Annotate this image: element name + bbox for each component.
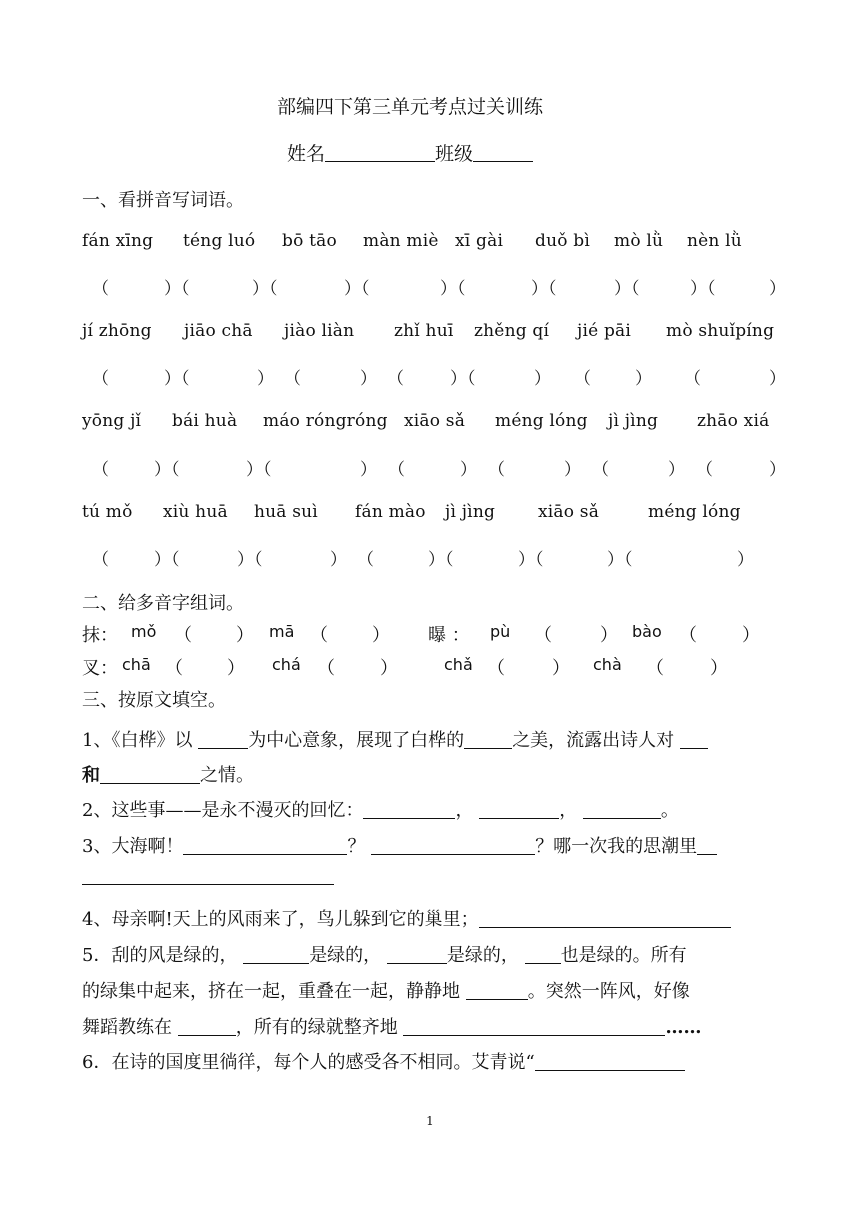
- pinyin-item: jì jìng: [608, 411, 659, 431]
- fill-blank[interactable]: [525, 945, 561, 964]
- question-5-line-1: 5．刮的风是绿的， 是绿的， 是绿的， 也是绿的。所有: [82, 945, 687, 966]
- pinyin-item: xiù huā: [163, 502, 228, 522]
- pinyin-label: mǒ: [131, 622, 157, 641]
- pinyin-item: mò lǜ: [614, 231, 664, 251]
- fill-blank[interactable]: [82, 866, 334, 885]
- pinyin-item: xī gài: [455, 231, 504, 251]
- pinyin-label: bào: [632, 622, 662, 641]
- pinyin-item: yōng jǐ: [82, 411, 142, 431]
- section1-heading: 一、看拼音写词语。: [82, 190, 244, 211]
- question-5-line-3: 舞蹈教练在 ，所有的绿就整齐地 ……: [82, 1017, 702, 1038]
- class-label: 班级: [435, 143, 474, 165]
- fill-blank[interactable]: [403, 1017, 665, 1036]
- pinyin-item: duǒ bì: [535, 231, 590, 251]
- pinyin-item: huā suì: [254, 502, 318, 522]
- page-title: 部编四下第三单元考点过关训练: [276, 96, 543, 118]
- pinyin-item: méng lóng: [495, 411, 588, 431]
- pinyin-label: pù: [490, 622, 511, 641]
- page-number: 1: [426, 1114, 434, 1128]
- fill-blank[interactable]: [466, 981, 528, 1000]
- pinyin-item: méng lóng: [648, 502, 741, 522]
- answer-blank[interactable]: ）: [236, 625, 254, 646]
- fill-blank[interactable]: [100, 765, 200, 784]
- polyphone-char: 曝 ：: [428, 625, 470, 646]
- fill-blank[interactable]: [178, 1017, 236, 1036]
- fill-blank[interactable]: [535, 1052, 685, 1071]
- question-4: 4、母亲啊!天上的风雨来了，鸟儿躲到它的巢里；: [82, 905, 731, 931]
- pinyin-item: fán xīng: [82, 231, 154, 251]
- name-class-row: [0, 139, 820, 166]
- pinyin-item: jì jìng: [445, 502, 496, 522]
- pinyin-label: mā: [269, 622, 295, 641]
- pinyin-item: mò shuǐpíng: [666, 321, 775, 341]
- answer-blank[interactable]: ）: [380, 658, 398, 679]
- question-3-line-2: [82, 866, 334, 887]
- fill-blank[interactable]: [363, 800, 455, 819]
- fill-blank[interactable]: [387, 945, 447, 964]
- pinyin-item: tú mǒ: [82, 502, 133, 522]
- question-3: 3、大海啊！ ？ ？哪一次我的思潮里: [82, 832, 717, 858]
- pinyin-item: jiāo chā: [184, 321, 253, 341]
- pinyin-item: zhěng qí: [474, 321, 550, 341]
- fill-blank[interactable]: [680, 730, 708, 749]
- pinyin-label: chǎ: [444, 655, 473, 674]
- pinyin-item: jié pāi: [577, 321, 632, 341]
- fill-blank[interactable]: [479, 800, 559, 819]
- question-1-line-2: 和 之情。: [82, 765, 254, 786]
- pinyin-item: zhāo xiá: [697, 411, 770, 431]
- pinyin-item: nèn lǜ: [687, 231, 742, 251]
- name-blank[interactable]: [325, 143, 435, 162]
- pinyin-item: màn miè: [363, 231, 439, 251]
- pinyin-item: fán mào: [355, 502, 426, 522]
- question-6: 6．在诗的国度里徜徉，每个人的感受各不相同。艾青说“: [82, 1048, 685, 1074]
- question-1-line-1: 1、《白桦》以 为中心意象，展现了白桦的 之美，流露出诗人对: [82, 726, 708, 752]
- pinyin-item: bō tāo: [282, 231, 337, 251]
- fill-blank[interactable]: [479, 909, 731, 928]
- pinyin-label: chà: [593, 655, 622, 674]
- pinyin-item: xiāo sǎ: [404, 411, 466, 431]
- answer-blank[interactable]: ）: [552, 658, 570, 679]
- fill-blank[interactable]: [243, 945, 309, 964]
- pinyin-label: chá: [272, 655, 301, 674]
- fill-blank[interactable]: [371, 836, 535, 855]
- question-2: 2、这些事——是永不漫灭的回忆： ， ， 。: [82, 800, 679, 821]
- question-5-line-2: 的绿集中起来，挤在一起，重叠在一起，静静地 。突然一阵风，好像: [82, 981, 690, 1002]
- section2-heading: 二、给多音字组词。: [82, 593, 244, 614]
- section3-heading: 三、按原文填空。: [82, 690, 226, 711]
- answer-blank[interactable]: ）: [742, 625, 760, 646]
- name-label: 姓名: [286, 143, 325, 165]
- fill-blank[interactable]: [198, 730, 248, 749]
- answer-blank[interactable]: ）: [227, 658, 245, 679]
- answer-blank[interactable]: ）: [372, 625, 390, 646]
- fill-blank[interactable]: [464, 730, 512, 749]
- pinyin-item: téng luó: [183, 231, 256, 251]
- answer-blank[interactable]: ）: [710, 658, 728, 679]
- pinyin-item: zhǐ huī: [394, 321, 454, 341]
- pinyin-item: xiāo sǎ: [538, 502, 600, 522]
- fill-blank[interactable]: [697, 836, 717, 855]
- fill-blank[interactable]: [583, 800, 661, 819]
- worksheet-page: 部编四下第三单元考点过关训练 姓名 班级 一、看拼音写词语。 fán xīng téng luó bō tāo màn miè xī gài duǒ bì mò lǜ nèn lǜ （ ）（ ）（ ）（ ）（ ）（ ）（ ）（ ） jí zhōng jiāo chā jiào liàn zhǐ huī zhěng qí jié pāi mò shuǐpíng （ ）（ ） （ ） （ ）（ ） （ ） （ ） yōng jǐ bái huà máo róngróng xiāo sǎ méng lóng jì jìng zhāo xiá （ ）（ ）（ ） （ ） （ ） （ ） （ ） tú mǒ xiù huā huā suì fán mào jì jìng xiāo sǎ méng lóng （ ）（ ）（ ） （ ）（ ）（ ）（ ） 二、给多音字组词。 抹： mǒ （ ） mā （ ） 曝 ： pù （ ） bào （ ） 叉： chā （ ） chá （ ） chǎ （ ） chà （ ） 三、按原文填空。 1、《白桦》以 为中心意象，展现了白桦的 之美，流露出诗人对 和 之情。 2、这些事——是永不漫灭的回忆： ， ， 。 3、大海啊！ ？ ？哪一次我的思潮里 4、母亲啊!天上的风雨来了，鸟儿躲到它的巢里； 5．刮的风是绿的， 是绿的， 是绿的， 也是绿的。所有 的绿集中起来，挤在一起，重叠在一起，静静地 。突然一阵风，好像 舞蹈教练在 ，所有的绿就整齐地 …… 6．在诗的国度里徜徉，每个人的感受各不相同。艾青说“ 1: [0, 0, 860, 1216]
- pinyin-item: jiào liàn: [284, 321, 355, 341]
- pinyin-label: chā: [122, 655, 151, 674]
- answer-blank[interactable]: ）: [600, 625, 618, 646]
- pinyin-item: máo róngróng: [263, 411, 388, 431]
- polyphone-char: 抹：: [82, 625, 118, 646]
- pinyin-item: jí zhōng: [82, 321, 152, 341]
- fill-blank[interactable]: [183, 836, 347, 855]
- polyphone-char: 叉：: [82, 658, 118, 679]
- pinyin-item: bái huà: [172, 411, 238, 431]
- class-blank[interactable]: [473, 143, 533, 162]
